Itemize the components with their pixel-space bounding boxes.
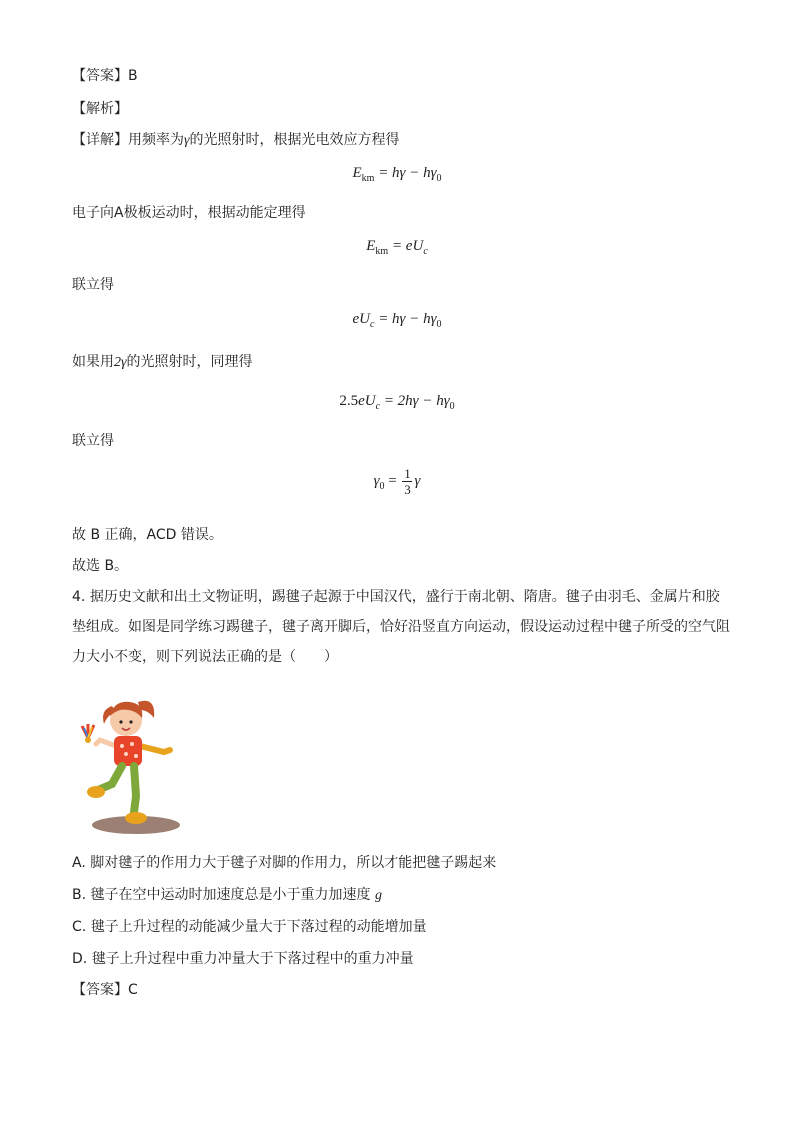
question-number: 4. [72, 589, 86, 605]
answer-line-2 [72, 980, 138, 1000]
detail-line [72, 130, 400, 151]
equation-kinetic: $E_{km} = eU_c$ [366, 238, 428, 257]
step4-line: 如果用2γ的光照射时，同理得 [72, 354, 253, 370]
question-4 [72, 582, 732, 672]
step3-text: 联立得 [72, 277, 114, 293]
answer-tag-2: 【答案】 [72, 982, 128, 998]
equation-combined: $eU_c = h\gamma - h\gamma_0$ [352, 311, 442, 330]
equation-double-frequency: $2.5eU_c = 2h\gamma - h\gamma_0$ [339, 393, 455, 412]
answer-value-2: C [128, 982, 138, 998]
analysis-tag: 【解析】 [72, 101, 128, 117]
conclusion-1: 故 B 正确，ACD 错误。 [72, 527, 223, 543]
step2-text: 电子向A极板运动时，根据动能定理得 [72, 205, 306, 221]
option-b: B. 毽子在空中运动时加速度总是小于重力加速度 g [72, 887, 382, 903]
gamma-symbol: γ [184, 133, 190, 148]
option-c: C. 毽子上升过程的动能减少量大于下落过程的动能增加量 [72, 919, 427, 935]
option-a: A. 脚对毽子的作用力大于毽子对脚的作用力，所以才能把毽子踢起来 [72, 855, 497, 871]
question-stem: 据历史文献和出土文物证明，踢毽子起源于中国汉代，盛行于南北朝、隋唐。毽子由羽毛、金属片和胶垫组成。如图是同学练习踢毽子，毽子离开脚后，恰好沿竖直方向运动，假设运动过程中毽子所受的空气阻力大小不变，则下列说法正确的是（ ） [72, 589, 730, 665]
equation-result: $\gamma_0$ = $\frac{1}{3}$ γ [373, 466, 421, 497]
detail-text-b: 的光照射时，根据光电效应方程得 [189, 132, 400, 148]
fraction-one-third: $\frac{1}{3}$ [404, 466, 411, 497]
equation-photoelectric: $E_{km} = h\gamma - h\gamma_0$ [352, 165, 442, 184]
answer-value: B [128, 68, 138, 84]
girl-kicking-shuttlecock-illustration [78, 692, 188, 838]
detail-tag: 【详解】 [72, 132, 128, 148]
step5-text: 联立得 [72, 433, 114, 449]
answer-tag: 【答案】 [72, 68, 128, 84]
detail-text-a: 用频率为 [128, 132, 184, 148]
answer-line [72, 66, 138, 86]
conclusion-2: 故选 B。 [72, 558, 129, 574]
shuttlecock-icon [82, 724, 94, 743]
option-d: D. 毽子上升过程中重力冲量大于下落过程中的重力冲量 [72, 951, 414, 967]
